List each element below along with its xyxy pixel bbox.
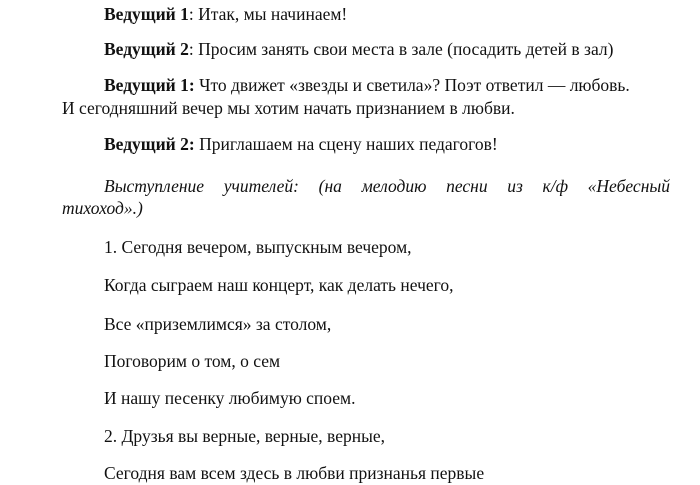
paragraph-text: И сегодняшний вечер мы хотим начать признанием в любви. [62,98,515,118]
song-line: Поговорим о том, о сем [104,351,281,371]
paragraph-performance-line2: тихоход».) [62,198,143,218]
paragraph-text: : Итак, мы начинаем! [188,4,348,24]
song-line: Сегодня вам всем здесь в любви признанья первые [104,463,485,483]
paragraph-text: Приглашаем на сцену наших педагогов! [194,134,498,154]
song-line: Когда сыграем наш концерт, как делать нечего, [104,275,454,295]
speaker-label: Ведущий 2 [104,39,189,59]
speaker-label: Ведущий 1 [104,4,189,24]
song-line: Все «приземлимся» за столом, [104,314,332,334]
paragraph-text: Что движет «звезды и светила»? Поэт ответил — любовь. [194,75,630,95]
paragraph-host2-seats [104,38,613,60]
paragraph-text: : Просим занять свои места в зале (посадить детей в зал) [188,39,614,59]
speaker-label: Ведущий 2: [104,134,195,154]
paragraph-host1-start [104,3,347,25]
paragraph-host1-love-line1 [104,74,630,96]
song-line: И нашу песенку любимую споем. [104,388,356,408]
paragraph-performance-line1: Выступление учителей: (на мелодию песни из к/ф «Небесный [104,176,670,196]
paragraph-host2-invite [104,133,498,155]
song-line: 1. Сегодня вечером, выпускным вечером, [104,237,412,257]
paragraph-host1-love-line2 [62,97,515,119]
speaker-label: Ведущий 1: [104,75,195,95]
song-line: 2. Друзья вы верные, верные, верные, [104,426,385,446]
